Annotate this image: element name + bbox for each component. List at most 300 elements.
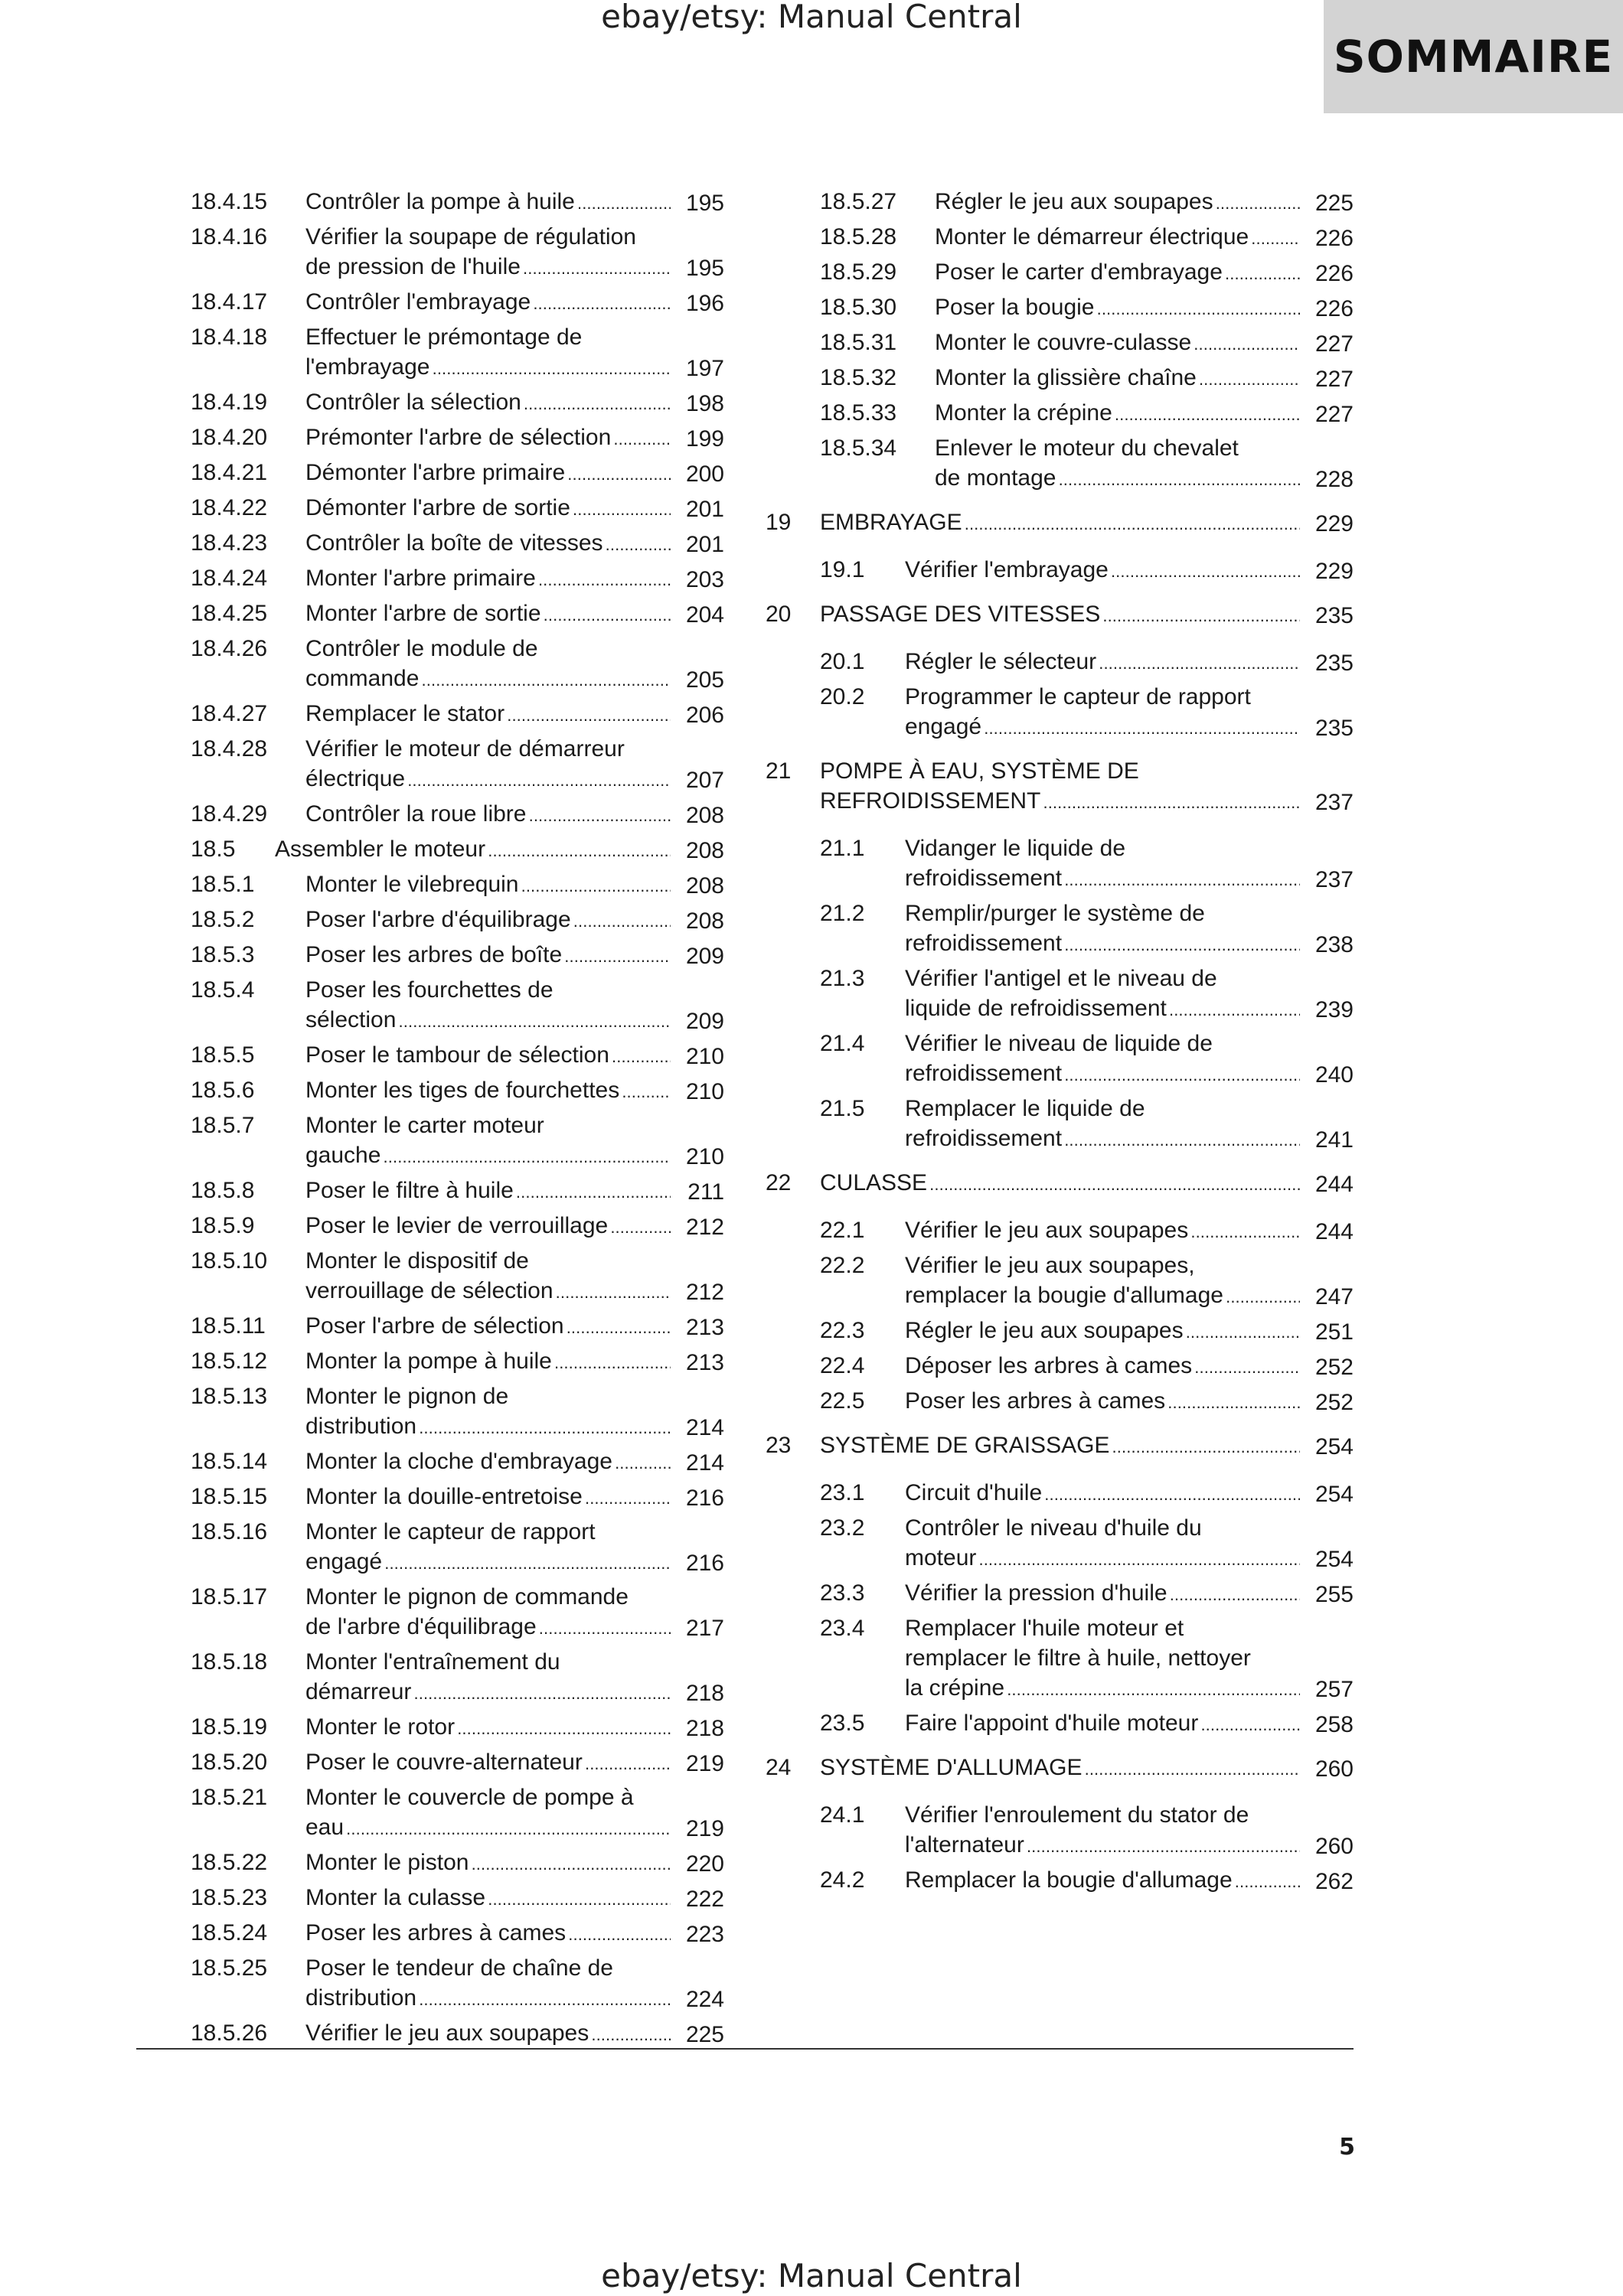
- toc-entry-page: 210: [685, 1079, 724, 1104]
- toc-entry-title-line: Vérifier l'embrayage . . .: [905, 555, 1300, 586]
- toc-entry-title-line: remplacer le filtre à huile, nettoyer: [905, 1645, 1251, 1671]
- toc-entry-title-line: Programmer le capteur de rapport: [905, 684, 1251, 709]
- toc-chapter-entry[interactable]: [766, 1168, 1354, 1199]
- toc-entry-title: [305, 1311, 671, 1342]
- toc-entry-title: [305, 458, 671, 489]
- toc-entry-title-line: Contrôler la sélection . . .: [305, 387, 671, 419]
- toc-entry[interactable]: [191, 187, 724, 218]
- toc-entry[interactable]: [191, 1246, 724, 1307]
- toc-entry[interactable]: [820, 1613, 1354, 1704]
- toc-entry-title-line: verrouillage de sélection . . .: [305, 1276, 671, 1307]
- toc-entry-title-line: Remplacer l'huile moteur et: [905, 1616, 1184, 1641]
- toc-entry[interactable]: [191, 1953, 724, 2014]
- toc-entry-number: 18.5.17: [191, 1584, 268, 1609]
- toc-entry[interactable]: [191, 1075, 724, 1107]
- toc-entry[interactable]: [820, 1316, 1354, 1347]
- toc-entry-page: 203: [685, 567, 724, 592]
- toc-entry[interactable]: [191, 940, 724, 971]
- toc-entry-title: [305, 222, 671, 283]
- toc-entry-page: 223: [685, 1922, 724, 1947]
- toc-entry-page: 239: [1314, 997, 1354, 1022]
- toc-entry-page: 262: [1314, 1869, 1354, 1894]
- toc-entry-number: 18.5.2: [191, 907, 255, 932]
- toc-entry[interactable]: [820, 555, 1354, 586]
- toc-entry-title-line: Contrôler la roue libre . . .: [305, 799, 671, 830]
- toc-entry[interactable]: [191, 1848, 724, 1879]
- toc-entry-page: 219: [685, 1751, 724, 1776]
- toc-entry-title-line: engagé . . .: [305, 1547, 671, 1578]
- toc-entry-title: [905, 1316, 1300, 1347]
- toc-entry-title: [905, 1251, 1300, 1312]
- toc-entry-page: 222: [685, 1887, 724, 1912]
- toc-entry[interactable]: [820, 398, 1354, 429]
- toc-entry-number: 18.5.19: [191, 1714, 268, 1740]
- toc-entry-title-line: Monter le carter moteur: [305, 1113, 544, 1138]
- toc-entry-number: 18.4.26: [191, 636, 268, 661]
- toc-entry[interactable]: [191, 387, 724, 419]
- toc-entry-title: [305, 1176, 671, 1207]
- toc-entry-title: [820, 1168, 1300, 1199]
- toc-entry-page: 207: [685, 768, 724, 793]
- toc-entry[interactable]: [820, 222, 1354, 253]
- toc-entry[interactable]: [191, 799, 724, 830]
- toc-entry-number: 18.5.25: [191, 1955, 268, 1981]
- toc-chapter-entry[interactable]: [766, 1753, 1354, 1784]
- toc-entry-title-line: Vérifier la pression d'huile . . .: [905, 1578, 1300, 1609]
- toc-entry-title-line: Monter le rotor . . .: [305, 1712, 671, 1743]
- toc-entry-title-line: Monter le pignon de: [305, 1384, 509, 1409]
- toc-entry-page: 260: [1314, 1834, 1354, 1859]
- toc-entry[interactable]: [191, 699, 724, 730]
- toc-entry-page: 209: [685, 944, 724, 969]
- toc-entry-page: 252: [1314, 1390, 1354, 1415]
- toc-entry-number: 18.5.6: [191, 1078, 255, 1103]
- toc-entry-title-line: Contrôler la boîte de vitesses . . .: [305, 528, 671, 559]
- toc-entry-number: 18.5.23: [191, 1885, 268, 1910]
- toc-entry[interactable]: [191, 322, 724, 383]
- toc-entry-title-line: EMBRAYAGE . . .: [820, 507, 1300, 539]
- toc-entry-page: 214: [685, 1450, 724, 1476]
- toc-entry-title: [305, 528, 671, 559]
- toc-entry-title: [305, 1381, 671, 1443]
- toc-entry-title: [305, 322, 671, 383]
- toc-entry-page: 211: [687, 1179, 724, 1205]
- toc-entry-title-line: Vérifier le moteur de démarreur: [305, 736, 625, 762]
- toc-entry[interactable]: [191, 563, 724, 595]
- toc-entry[interactable]: [191, 905, 724, 936]
- toc-entry-number: 24: [766, 1755, 792, 1780]
- toc-entry-page: 210: [685, 1044, 724, 1069]
- toc-entry-page: 209: [685, 1009, 724, 1034]
- toc-entry-number: 18.4.23: [191, 530, 268, 556]
- toc-entry-number: 18.5.18: [191, 1649, 268, 1675]
- toc-entry-title-line: de montage . . .: [935, 463, 1300, 494]
- toc-entry-title: [905, 682, 1300, 743]
- toc-entry[interactable]: [820, 292, 1354, 324]
- toc-entry-title-line: Poser le tambour de sélection . . .: [305, 1040, 671, 1071]
- toc-entry[interactable]: [820, 1351, 1354, 1382]
- toc-entry-title-line: Poser l'arbre d'équilibrage . . .: [305, 905, 671, 936]
- toc-entry-number: 21.3: [820, 966, 865, 991]
- toc-entry-title-line: Vérifier le jeu aux soupapes,: [905, 1253, 1195, 1278]
- toc-entry[interactable]: [191, 2018, 724, 2050]
- toc-entry-page: 227: [1314, 331, 1354, 357]
- toc-entry-title: [305, 1482, 671, 1513]
- toc-entry-page: 229: [1314, 559, 1354, 584]
- toc-entry-number: 24.1: [820, 1802, 865, 1828]
- toc-entry-title: [905, 1513, 1300, 1574]
- toc-entry-page: 212: [685, 1215, 724, 1240]
- toc-entry[interactable]: [191, 1110, 724, 1172]
- toc-entry[interactable]: [191, 1040, 724, 1071]
- toc-entry[interactable]: [191, 1211, 724, 1242]
- toc-entry-number: 18.5.12: [191, 1349, 268, 1374]
- toc-entry-title-line: eau . . .: [305, 1812, 671, 1844]
- toc-entry-page: 219: [685, 1816, 724, 1841]
- toc-entry-page: 251: [1314, 1319, 1354, 1345]
- toc-entry-page: 198: [685, 391, 724, 416]
- toc-entry-number: 24.2: [820, 1867, 865, 1893]
- toc-entry-page: 199: [685, 426, 724, 452]
- toc-entry[interactable]: [191, 834, 724, 866]
- toc-entry[interactable]: [191, 734, 724, 795]
- toc-entry[interactable]: [820, 257, 1354, 289]
- toc-entry-title: [305, 699, 671, 730]
- toc-entry[interactable]: [191, 493, 724, 524]
- toc-chapter-entry[interactable]: [766, 1430, 1354, 1462]
- toc-entry[interactable]: [820, 1478, 1354, 1509]
- toc-left-column: [191, 187, 724, 2053]
- toc-entry-number: 18.4.21: [191, 460, 268, 485]
- toc-entry[interactable]: [820, 647, 1354, 678]
- toc-entry-page: 226: [1314, 261, 1354, 286]
- toc-entry-number: 23: [766, 1433, 792, 1458]
- toc-entry-title-line: distribution . . .: [305, 1983, 671, 2014]
- toc-entry-title-line: Remplacer le liquide de: [905, 1096, 1145, 1121]
- toc-entry[interactable]: [820, 1865, 1354, 1896]
- toc-entry-title-line: Poser l'arbre de sélection . . .: [305, 1311, 671, 1342]
- toc-entry-title-line: Monter la cloche d'embrayage . . .: [305, 1446, 671, 1478]
- toc-entry-title-line: Poser le filtre à huile . . .: [305, 1176, 671, 1207]
- toc-entry-title: [905, 1029, 1300, 1090]
- toc-entry-title-line: Poser le carter d'embrayage . . .: [935, 257, 1300, 289]
- toc-entry-page: 226: [1314, 296, 1354, 321]
- toc-entry-page: 224: [685, 1987, 724, 2012]
- toc-entry-title: [305, 1446, 671, 1478]
- toc-entry-number: 18.4.18: [191, 325, 268, 350]
- toc-entry[interactable]: [820, 187, 1354, 218]
- toc-entry-number: 20.1: [820, 649, 865, 674]
- toc-entry-page: 201: [685, 497, 724, 522]
- toc-entry-page: 218: [685, 1716, 724, 1741]
- toc-entry-title: [305, 1246, 671, 1307]
- toc-entry[interactable]: [820, 899, 1354, 960]
- toc-entry-title-line: Monter le couvercle de pompe à: [305, 1785, 634, 1810]
- toc-entry-title: [305, 563, 671, 595]
- toc-entry-title-line: Monter la pompe à huile . . .: [305, 1346, 671, 1378]
- toc-entry-title-line: Poser les arbres à cames . . .: [305, 1918, 671, 1949]
- toc-entry-title-line: refroidissement . . .: [905, 928, 1300, 960]
- toc-entry-title: [305, 1647, 671, 1708]
- toc-entry-title: [305, 1346, 671, 1378]
- toc-entry-page: 260: [1314, 1756, 1354, 1782]
- toc-entry-page: 255: [1314, 1582, 1354, 1607]
- toc-entry-title-line: Monter la douille-entretoise . . .: [305, 1482, 671, 1513]
- toc-entry-title: [305, 493, 671, 524]
- toc-entry[interactable]: [191, 1747, 724, 1779]
- toc-entry[interactable]: [191, 1381, 724, 1443]
- toc-entry-title-line: Remplacer la bougie d'allumage . . .: [905, 1865, 1300, 1896]
- toc-entry-number: 18.4.16: [191, 224, 268, 249]
- toc-entry-number: 18.5.32: [820, 365, 897, 390]
- toc-entry-title: [305, 287, 671, 318]
- toc-entry-title: [905, 1215, 1300, 1247]
- toc-entry-number: 19: [766, 510, 792, 535]
- toc-entry-page: 213: [685, 1350, 724, 1375]
- toc-entry-title: [305, 1883, 671, 1914]
- toc-entry-title-line: Contrôler la pompe à huile . . .: [305, 187, 671, 218]
- toc-entry[interactable]: [191, 1346, 724, 1378]
- toc-chapter-entry[interactable]: [766, 507, 1354, 539]
- toc-entry-page: 254: [1314, 1482, 1354, 1507]
- toc-entry-title-line: Poser la bougie . . .: [935, 292, 1300, 324]
- toc-entry-number: 18.5.10: [191, 1248, 268, 1274]
- toc-entry[interactable]: [820, 1094, 1354, 1155]
- toc-entry[interactable]: [191, 1883, 724, 1914]
- toc-entry-title-line: de pression de l'huile . . .: [305, 252, 671, 283]
- toc-entry-number: 18.5.34: [820, 435, 897, 461]
- toc-entry-title: [305, 1712, 671, 1743]
- toc-entry-title-line: refroidissement . . .: [905, 863, 1300, 895]
- toc-entry-title: [935, 222, 1300, 253]
- toc-entry-title-line: Vérifier le jeu aux soupapes . . .: [305, 2018, 671, 2050]
- toc-entry-title-line: SYSTÈME D'ALLUMAGE . . .: [820, 1753, 1300, 1784]
- toc-entry-title: [305, 2018, 671, 2050]
- toc-entry-title: [905, 555, 1300, 586]
- toc-entry-title-line: démarreur . . .: [305, 1677, 671, 1708]
- toc-entry-title-line: distribution . . .: [305, 1411, 671, 1443]
- toc-entry-page: 254: [1314, 1434, 1354, 1459]
- toc-entry-number: 18.5.26: [191, 2020, 268, 2046]
- toc-entry-number: 18.5.14: [191, 1449, 268, 1474]
- toc-entry-page: 216: [685, 1486, 724, 1511]
- toc-entry-number: 20: [766, 602, 792, 627]
- toc-chapter-entry[interactable]: [766, 599, 1354, 631]
- toc-entry[interactable]: [820, 1800, 1354, 1861]
- toc-entry-number: 18.4.29: [191, 801, 268, 827]
- toc-entry[interactable]: [191, 1446, 724, 1478]
- toc-entry-title: [820, 507, 1300, 539]
- toc-entry[interactable]: [191, 1176, 724, 1207]
- toc-entry[interactable]: [191, 1918, 724, 1949]
- toc-entry-number: 18.4.17: [191, 289, 268, 315]
- toc-entry[interactable]: [820, 682, 1354, 743]
- toc-entry-title-line: Monter le vilebrequin . . .: [305, 869, 671, 901]
- toc-entry[interactable]: [820, 1513, 1354, 1574]
- toc-entry[interactable]: [820, 833, 1354, 895]
- toc-entry-title-line: Monter les tiges de fourchettes . . .: [305, 1075, 671, 1107]
- top-watermark-banner: ebay/etsy: Manual Central: [601, 0, 1022, 35]
- toc-entry-title-line: Monter l'arbre de sortie . . .: [305, 598, 671, 630]
- toc-entry-number: 18.5.16: [191, 1519, 268, 1544]
- toc-entry[interactable]: [191, 1647, 724, 1708]
- toc-entry-title-line: Vérifier le jeu aux soupapes . . .: [905, 1215, 1300, 1247]
- toc-entry-page: 235: [1314, 651, 1354, 676]
- toc-entry-title-line: liquide de refroidissement . . .: [905, 993, 1300, 1025]
- toc-entry-page: 258: [1314, 1712, 1354, 1737]
- toc-entry[interactable]: [191, 975, 724, 1036]
- toc-entry-title-line: Enlever le moteur du chevalet: [935, 435, 1239, 461]
- toc-entry-title: [305, 1040, 671, 1071]
- toc-entry-title: [305, 940, 671, 971]
- toc-entry-title: [905, 833, 1300, 895]
- page-number: 5: [1339, 2134, 1355, 2161]
- toc-entry-number: 21.2: [820, 901, 865, 926]
- toc-entry-number: 18.4.22: [191, 495, 268, 520]
- toc-entry-number: 18.5.31: [820, 330, 897, 355]
- toc-entry-title-line: Prémonter l'arbre de sélection . . .: [305, 422, 671, 454]
- toc-entry-number: 18.4.24: [191, 566, 268, 591]
- toc-entry-page: 247: [1314, 1284, 1354, 1309]
- toc-entry-title: [305, 799, 671, 830]
- toc-entry[interactable]: [820, 964, 1354, 1025]
- toc-entry-number: 18.4.15: [191, 189, 268, 214]
- toc-entry[interactable]: [191, 528, 724, 559]
- toc-entry-number: 18.5.33: [820, 400, 897, 426]
- toc-entry-title-line: Régler le sélecteur . . .: [905, 647, 1300, 678]
- toc-entry-number: 18.5.3: [191, 942, 255, 967]
- toc-entry-page: 237: [1314, 867, 1354, 892]
- toc-entry-title-line: Monter le piston . . .: [305, 1848, 671, 1879]
- toc-entry-page: 197: [685, 356, 724, 381]
- toc-entry-page: 244: [1314, 1219, 1354, 1244]
- toc-entry[interactable]: [820, 433, 1354, 494]
- toc-entry-title-line: Poser les arbres à cames . . .: [905, 1386, 1300, 1417]
- toc-entry[interactable]: [191, 1482, 724, 1513]
- toc-entry-number: 18.5.7: [191, 1113, 255, 1138]
- toc-entry-title-line: Régler le jeu aux soupapes . . .: [935, 187, 1300, 218]
- toc-entry-title-line: Poser les arbres de boîte . . .: [305, 940, 671, 971]
- toc-entry-title-line: Poser le couvre-alternateur . . .: [305, 1747, 671, 1779]
- toc-entry[interactable]: [191, 869, 724, 901]
- toc-entry-number: 18.5.13: [191, 1384, 268, 1409]
- section-tab-sommaire: SOMMAIRE: [1324, 0, 1623, 113]
- toc-entry[interactable]: [191, 1311, 724, 1342]
- toc-entry[interactable]: [191, 1712, 724, 1743]
- toc-entry-title: [905, 1578, 1300, 1609]
- toc-entry[interactable]: [820, 1708, 1354, 1740]
- toc-entry-title-line: Poser le tendeur de chaîne de: [305, 1955, 613, 1981]
- toc-entry-number: 20.2: [820, 684, 865, 709]
- toc-entry-page: 229: [1314, 511, 1354, 536]
- toc-entry-title-line: l'embrayage . . .: [305, 352, 671, 383]
- toc-entry[interactable]: [191, 458, 724, 489]
- toc-entry-number: 18.5.21: [191, 1785, 268, 1810]
- toc-entry[interactable]: [191, 222, 724, 283]
- toc-entry-title-line: POMPE À EAU, SYSTÈME DE: [820, 758, 1139, 784]
- toc-entry-number: 23.2: [820, 1515, 865, 1541]
- toc-entry[interactable]: [191, 287, 724, 318]
- toc-entry-number: 18.5.1: [191, 872, 255, 897]
- toc-entry-number: 22.5: [820, 1388, 865, 1414]
- toc-entry-title-line: Effectuer le prémontage de: [305, 325, 583, 350]
- toc-entry-page: 218: [685, 1681, 724, 1706]
- toc-entry-title-line: gauche . . .: [305, 1140, 671, 1172]
- toc-entry[interactable]: [820, 1578, 1354, 1609]
- toc-entry-page: 205: [685, 667, 724, 693]
- toc-entry-title-line: Circuit d'huile . . .: [905, 1478, 1300, 1509]
- toc-entry[interactable]: [191, 634, 724, 695]
- toc-entry-title: [820, 756, 1300, 817]
- toc-entry-title: [305, 734, 671, 795]
- toc-entry-number: 19.1: [820, 557, 865, 582]
- toc-entry[interactable]: [191, 598, 724, 630]
- toc-entry-title-line: Vidanger le liquide de: [905, 836, 1126, 861]
- toc-entry[interactable]: [191, 1517, 724, 1578]
- toc-entry-title: [305, 975, 671, 1036]
- toc-entry-page: 216: [685, 1551, 724, 1576]
- toc-entry-title: [305, 1848, 671, 1879]
- toc-entry-title: [305, 1918, 671, 1949]
- toc-entry-page: 225: [1314, 191, 1354, 216]
- toc-right-column: [766, 187, 1354, 1900]
- toc-entry[interactable]: [191, 1782, 724, 1844]
- toc-entry[interactable]: [820, 1215, 1354, 1247]
- toc-entry[interactable]: [820, 1029, 1354, 1090]
- toc-entry-page: 235: [1314, 716, 1354, 741]
- toc-entry-title: [305, 1517, 671, 1578]
- toc-entry-number: 21: [766, 758, 792, 784]
- toc-entry[interactable]: [191, 1582, 724, 1643]
- toc-entry-title-line: Contrôler le module de: [305, 636, 538, 661]
- toc-entry-number: 21.4: [820, 1031, 865, 1056]
- toc-entry[interactable]: [820, 328, 1354, 359]
- toc-entry-title-line: Monter le pignon de commande: [305, 1584, 629, 1609]
- toc-entry-title: [820, 1430, 1300, 1462]
- toc-entry-number: 18.5.5: [191, 1042, 255, 1068]
- toc-entry-title: [305, 1582, 671, 1643]
- toc-entry-page: 208: [685, 908, 724, 934]
- toc-entry-title-line: REFROIDISSEMENT . . .: [820, 786, 1300, 817]
- toc-entry-page: 227: [1314, 402, 1354, 427]
- toc-entry[interactable]: [820, 1251, 1354, 1312]
- toc-entry-title-line: Contrôler l'embrayage . . .: [305, 287, 671, 318]
- toc-entry-title: [305, 187, 671, 218]
- toc-chapter-entry[interactable]: [766, 756, 1354, 817]
- toc-entry[interactable]: [820, 1386, 1354, 1417]
- toc-entry-title: [935, 363, 1300, 394]
- toc-entry-title: [905, 1094, 1300, 1155]
- toc-entry-title-line: la crépine . . .: [905, 1673, 1300, 1704]
- toc-entry-title: [305, 1782, 671, 1844]
- toc-entry-page: 241: [1314, 1127, 1354, 1153]
- toc-entry-page: 225: [685, 2022, 724, 2047]
- toc-entry[interactable]: [820, 363, 1354, 394]
- toc-entry-title: [820, 599, 1300, 631]
- toc-entry-page: 213: [685, 1315, 724, 1340]
- toc-entry[interactable]: [191, 422, 724, 454]
- toc-entry-title-line: remplacer la bougie d'allumage . . .: [905, 1280, 1300, 1312]
- toc-entry-title-line: de l'arbre d'équilibrage . . .: [305, 1612, 671, 1643]
- toc-entry-title: [305, 422, 671, 454]
- toc-entry-number: 18.4.27: [191, 701, 268, 726]
- toc-entry-page: 206: [685, 703, 724, 728]
- toc-entry-title: [905, 899, 1300, 960]
- toc-entry-number: 23.5: [820, 1711, 865, 1736]
- toc-entry-number: 22.2: [820, 1253, 865, 1278]
- toc-entry-title-line: Démonter l'arbre primaire . . .: [305, 458, 671, 489]
- toc-entry-number: 21.5: [820, 1096, 865, 1121]
